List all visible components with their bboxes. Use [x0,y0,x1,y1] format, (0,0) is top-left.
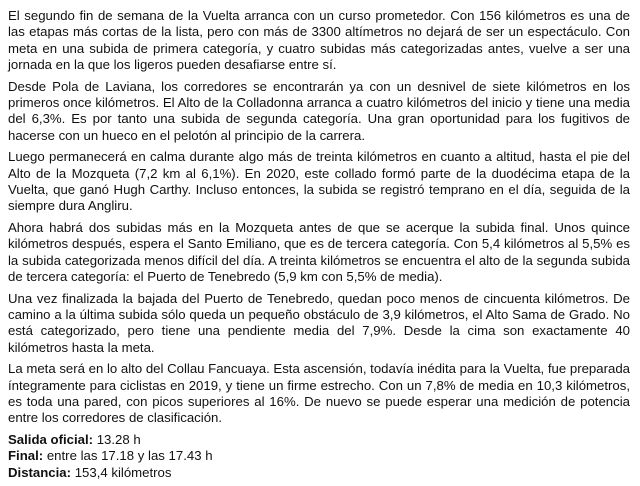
finish-time-line [8,448,630,464]
start-time-value: 13.28 h [96,431,141,447]
paragraph-descent: Una vez finalizada la bajada del Puerto de Tenebredo, quedan poco menos de cincuenta kilómetros. De camino a la última subida sólo queda un pequeño obstáculo de 3,9 kilómetros, el Alto Sama de Grado. No está categorizado, pero tiene una pendiente media del 7,9%. Desde la cima son exactamente 40 kilómetros hasta la meta. [8,290,630,355]
distance-label: Distancia: [8,464,72,480]
finish-time-label: Final: [8,448,44,464]
paragraph-start: Desde Pola de Laviana, los corredores se encontrarán ya con un desnivel de siete kilómetros en los primeros once kilómetros. El Alto de la Colladonna arranca a cuatro kilómetros del inicio y tiene una media del 6,3%. Es por tanto una subida de segunda categoría. Una gran oportunidad para los fugitivos de hacerse con un hueco en el pelotón al principio de la carrera. [8,78,630,143]
paragraph-intro: El segundo fin de semana de la Vuelta arranca con un curso prometedor. Con 156 kilómetros es una de las etapas más cortas de la lista, pero con más de 3300 altímetros no dejará de ser un espectáculo. Con meta en una subida de primera categoría, y cuatro subidas más categorizadas antes, vuelve a ser una jornada en la que los ligeros pueden desafiarse entre sí. [8,8,630,73]
paragraph-finish: La meta será en lo alto del Collau Fancuaya. Esta ascensión, todavía inédita para la Vuelta, fue preparada íntegramente para ciclistas en 2019, y tiene un firme estrecho. Con un 7,8% de media en 10,3 kilómetros, es toda una pared, con picos superiores al 16%. De nuevo se puede esperar una medición de potencia entre los corredores de clasificación. [8,361,630,426]
finish-time-value: entre las 17.18 y las 17.43 h [46,448,213,464]
article [8,8,630,481]
distance-line [8,465,630,481]
start-time-line [8,432,630,448]
paragraph-climbs: Ahora habrá dos subidas más en la Mozqueta antes de que se acerque la subida final. Unos quince kilómetros después, espera el Santo Emiliano, que es de tercera categoría. Con 5,4 kilómetros al 5,5% es la subida categorizada menos difícil del día. A treinta kilómetros se encuentra el alto de la segunda subida de tercera categoría: el Puerto de Tenebredo (5,9 km con 5,5% de media). [8,219,630,285]
distance-value: 153,4 kilómetros [74,464,172,480]
paragraph-mozqueta: Luego permanecerá en calma durante algo más de treinta kilómetros en cuanto a altitud, hasta el pie del Alto de la Mozqueta (7,2 km al 6,1%). En 2020, este collado formó parte de la duodécima etapa de la Vuelta, que ganó Hugh Carthy. Incluso entonces, la subida se registró temprano en el día, seguida de la siempre dura Angliru. [8,149,630,214]
start-time-label: Salida oficial: [8,431,94,447]
